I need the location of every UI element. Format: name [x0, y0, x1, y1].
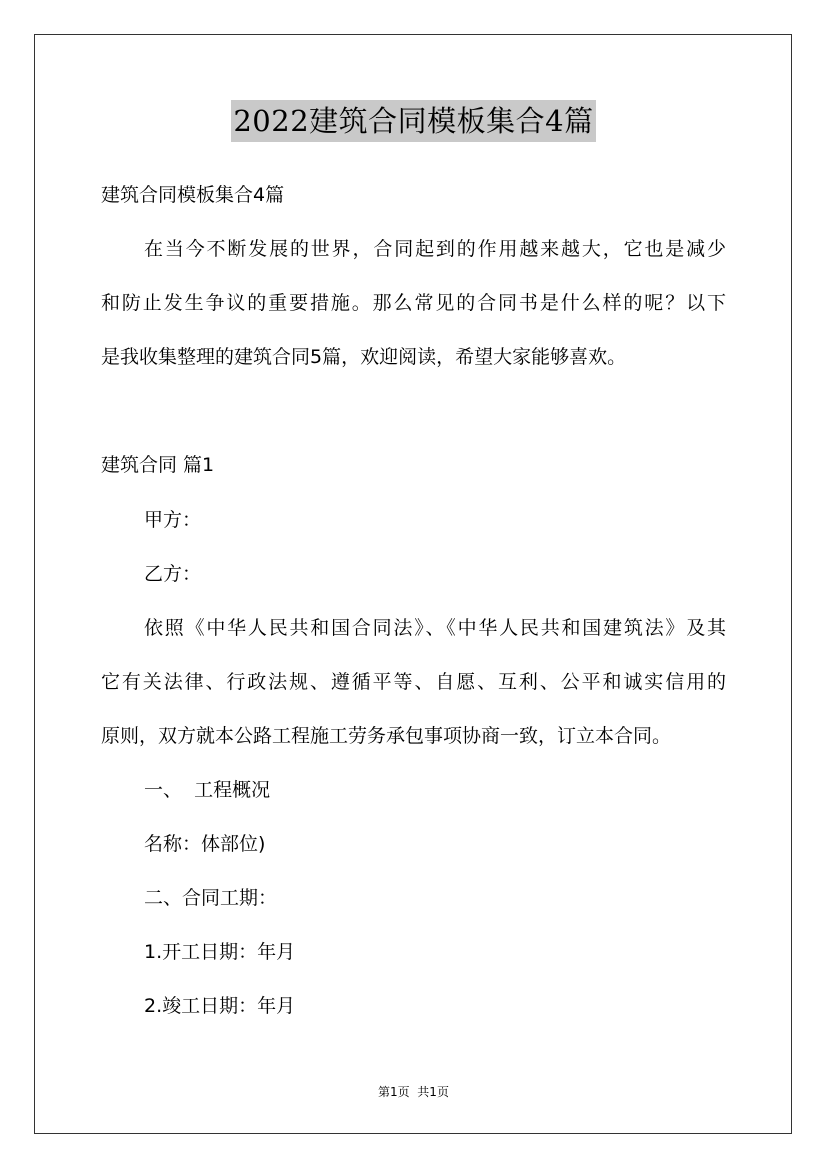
item-2-start-date: 1.开工日期：年月: [144, 941, 296, 963]
intro-line-2: 和防止发生争议的重要措施。那么常见的合同书是什么样的呢？以下: [101, 292, 726, 314]
basis-line-2: 它有关法律、行政法规、遵循平等、自愿、互利、公平和诚实信用的: [101, 671, 726, 693]
basis-line-1: 依照《中华人民共和国合同法》、《中华人民共和国建筑法》及其: [144, 617, 726, 639]
party-b-label: 乙方：: [144, 563, 202, 585]
section-heading: 建筑合同 篇1: [101, 454, 215, 476]
document-title: 2022建筑合同模板集合4篇: [231, 100, 595, 142]
title-wrap: [0, 100, 827, 142]
item-1-name: 名称：体部位): [144, 833, 266, 855]
intro-line-1: 在当今不断发展的世界，合同起到的作用越来越大，它也是减少: [144, 238, 726, 260]
intro-line-3: 是我收集整理的建筑合同5篇，欢迎阅读，希望大家能够喜欢。: [101, 346, 627, 368]
item-2-heading: 二、合同工期：: [144, 887, 278, 909]
item-1-heading: 一、 工程概况: [144, 779, 271, 801]
item-2-end-date: 2.竣工日期：年月: [144, 995, 296, 1017]
page-footer: 第1页 共1页: [378, 1085, 449, 1099]
party-a-label: 甲方：: [144, 509, 202, 531]
basis-line-3: 原则，双方就本公路工程施工劳务承包事项协商一致，订立本合同。: [101, 725, 672, 747]
document-subtitle: 建筑合同模板集合4篇: [101, 184, 285, 206]
